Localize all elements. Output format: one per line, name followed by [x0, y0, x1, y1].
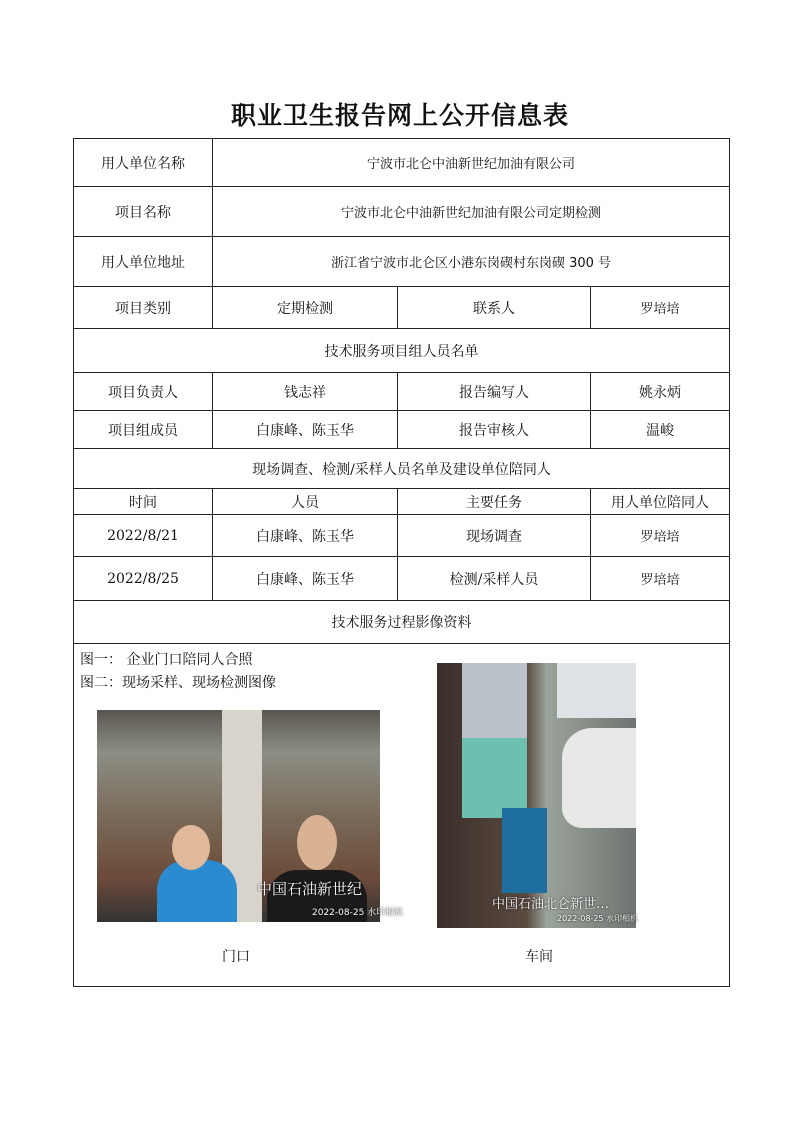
entrance-photo — [97, 710, 404, 922]
table-row — [74, 557, 730, 601]
project-value: 宁波市北仑中油新世纪加油有限公司定期检测 — [213, 187, 730, 237]
people-cell: 白康峰、陈玉华 — [213, 557, 398, 601]
right-stamp: 2022-08-25 水印相机 — [557, 914, 639, 923]
task-cell: 检测/采样人员 — [398, 557, 591, 601]
employer-label: 用人单位名称 — [74, 139, 213, 187]
members-label: 项目组成员 — [74, 411, 213, 449]
members-value: 白康峰、陈玉华 — [213, 411, 398, 449]
writer-value: 姚永炳 — [591, 373, 730, 411]
info-table — [73, 138, 730, 987]
page-title: 职业卫生报告网上公开信息表 — [230, 101, 569, 130]
right-watermark: 中国石油北仑新世… — [492, 897, 610, 912]
lead-label: 项目负责人 — [74, 373, 213, 411]
col-header: 用人单位陪同人 — [591, 489, 730, 515]
left-watermark: 中国石油新世纪 — [257, 880, 363, 898]
left-stamp: 2022-08-25 水印相机 — [312, 908, 404, 918]
address-label: 用人单位地址 — [74, 237, 213, 287]
project-label: 项目名称 — [74, 187, 213, 237]
people-cell: 白康峰、陈玉华 — [213, 515, 398, 557]
task-cell: 现场调查 — [398, 515, 591, 557]
escort-cell: 罗培培 — [591, 515, 730, 557]
survey-header: 现场调查、检测/采样人员名单及建设单位陪同人 — [74, 449, 730, 489]
escort-cell: 罗培培 — [591, 557, 730, 601]
team-header: 技术服务项目组人员名单 — [74, 329, 730, 373]
address-value: 浙江省宁波市北仑区小港东岗碶村东岗碶 300 号 — [213, 237, 730, 287]
date-cell: 2022/8/25 — [74, 557, 213, 601]
contact-value: 罗培培 — [591, 287, 730, 329]
contact-label: 联系人 — [398, 287, 591, 329]
images-header: 技术服务过程影像资料 — [74, 601, 730, 644]
category-value: 定期检测 — [213, 287, 398, 329]
left-caption: 门口 — [222, 949, 250, 965]
col-header: 主要任务 — [398, 489, 591, 515]
reviewer-value: 温峻 — [591, 411, 730, 449]
date-cell: 2022/8/21 — [74, 515, 213, 557]
lead-value: 钱志祥 — [213, 373, 398, 411]
category-label: 项目类别 — [74, 287, 213, 329]
col-header: 时间 — [74, 489, 213, 515]
workshop-photo — [437, 663, 639, 928]
writer-label: 报告编写人 — [398, 373, 591, 411]
employer-value: 宁波市北仑中油新世纪加油有限公司 — [213, 139, 730, 187]
table-row — [74, 515, 730, 557]
right-caption: 车间 — [525, 949, 553, 965]
photos-cell — [74, 644, 730, 987]
figure2-label: 图二：现场采样、现场检测图像 — [80, 675, 276, 691]
col-header: 人员 — [213, 489, 398, 515]
reviewer-label: 报告审核人 — [398, 411, 591, 449]
figure1-label: 图一： 企业门口陪同人合照 — [80, 652, 253, 668]
